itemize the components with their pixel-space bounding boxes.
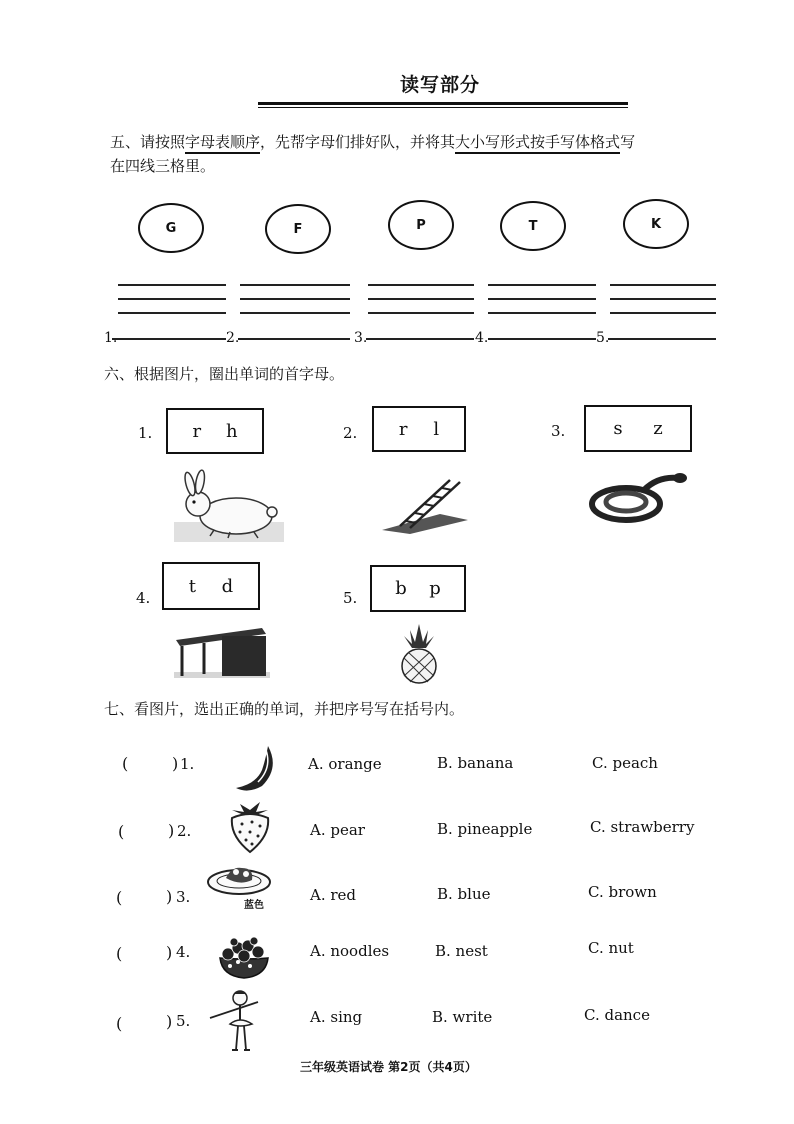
grid-line — [488, 312, 596, 314]
option-c-5[interactable]: C. dance — [584, 1006, 650, 1024]
s5-text-e: 写 — [620, 133, 636, 151]
slot-number-2: 2. — [226, 330, 240, 346]
grid-line — [368, 298, 474, 300]
answer-paren-open-4[interactable]: ( — [116, 944, 123, 963]
grid-line — [610, 298, 716, 300]
row-number-5: 5. — [176, 1012, 191, 1030]
letter-choice-box-3[interactable] — [584, 405, 692, 452]
answer-paren-close-5: ) — [166, 1012, 173, 1031]
choice-letter-b[interactable]: z — [653, 418, 663, 439]
section6-instruction: 六、根据图片，圈出单词的首字母。 — [104, 365, 345, 383]
option-a-1[interactable]: A. orange — [308, 755, 382, 773]
plate-caption: 蓝色 — [244, 900, 264, 911]
answer-paren-close-1: ) — [172, 754, 179, 773]
letter-oval-3: P — [388, 200, 454, 250]
letter-oval-1: G — [138, 203, 204, 253]
letter-oval-4: T — [500, 201, 566, 251]
answer-paren-close-4: ) — [166, 943, 173, 962]
grid-line — [610, 312, 716, 314]
grid-line — [610, 284, 716, 286]
nuts-bowl-icon — [216, 936, 272, 980]
option-b-2[interactable]: B. pineapple — [437, 820, 533, 838]
row-number-1: 1. — [180, 755, 195, 773]
s6-item-number-3: 3. — [551, 422, 566, 440]
option-c-2[interactable]: C. strawberry — [590, 818, 695, 836]
s6-item-number-4: 4. — [136, 589, 151, 607]
letter-choice-box-1[interactable] — [166, 408, 264, 454]
option-b-4[interactable]: B. nest — [435, 942, 488, 960]
slot-number-5: 5. — [596, 330, 610, 346]
option-a-3[interactable]: A. red — [310, 886, 357, 904]
grid-line — [608, 338, 716, 340]
letter-choice-box-4[interactable] — [162, 562, 260, 610]
option-a-5[interactable]: A. sing — [310, 1008, 363, 1026]
row-number-4: 4. — [176, 943, 191, 961]
grid-line — [488, 284, 596, 286]
grid-line — [488, 298, 596, 300]
section7-instruction: 七、看图片，选出正确的单词，并把序号写在括号内。 — [104, 700, 465, 718]
snake-icon — [588, 468, 688, 524]
choice-letter-a[interactable]: t — [188, 575, 197, 597]
grid-line — [118, 284, 226, 286]
choice-letter-b[interactable]: d — [221, 575, 234, 597]
choice-letter-a[interactable]: r — [398, 418, 408, 440]
option-b-3[interactable]: B. blue — [437, 885, 491, 903]
title-rule-thin — [258, 107, 628, 108]
grid-line — [240, 298, 350, 300]
ladder-icon — [380, 476, 470, 534]
s5-text-line2: 在四线三格里。 — [110, 157, 216, 175]
s6-item-number-5: 5. — [343, 589, 358, 607]
answer-paren-open-1[interactable]: ( — [122, 754, 129, 773]
slot-number-1: 1. — [104, 330, 118, 346]
row-number-3: 3. — [176, 888, 191, 906]
grid-line — [366, 338, 474, 340]
option-c-3[interactable]: C. brown — [588, 883, 657, 901]
letter-choice-box-2[interactable] — [372, 406, 466, 452]
plate-icon — [206, 860, 272, 898]
slot-number-3: 3. — [354, 330, 368, 346]
grid-line — [112, 338, 226, 340]
answer-paren-close-2: ) — [168, 821, 175, 840]
strawberry-icon — [226, 798, 274, 854]
rabbit-icon — [174, 474, 284, 544]
answer-paren-open-2[interactable]: ( — [118, 822, 125, 841]
choice-letter-a[interactable]: s — [613, 418, 623, 439]
letter-oval-5: K — [623, 199, 689, 249]
choice-letter-b[interactable]: p — [429, 578, 441, 599]
option-b-5[interactable]: B. write — [432, 1008, 493, 1026]
answer-paren-open-5[interactable]: ( — [116, 1014, 123, 1033]
page-title: 读写部分 — [400, 74, 481, 96]
option-b-1[interactable]: B. banana — [437, 754, 514, 772]
grid-line — [488, 338, 596, 340]
section5-instruction — [110, 130, 730, 178]
option-c-4[interactable]: C. nut — [588, 939, 634, 957]
letter-choice-box-5[interactable] — [370, 565, 466, 612]
answer-paren-open-3[interactable]: ( — [116, 888, 123, 907]
s6-item-number-2: 2. — [343, 424, 358, 442]
grid-line — [238, 338, 350, 340]
shed-icon — [174, 626, 270, 680]
s5-text-underlined-2: 大小写形式按手写体格式 — [455, 133, 620, 154]
s5-text-a: 五、请按照 — [110, 133, 186, 151]
choice-letter-b[interactable]: l — [433, 418, 440, 440]
grid-line — [118, 312, 226, 314]
slot-number-4: 4. — [475, 330, 489, 346]
s5-text-underlined-1: 字母表顺序 — [185, 133, 260, 154]
option-c-1[interactable]: C. peach — [592, 754, 658, 772]
choice-letter-a[interactable]: b — [395, 578, 407, 599]
title-rule — [258, 102, 628, 105]
grid-line — [368, 284, 474, 286]
s5-text-c: ，先帮字母们排好队，并将其 — [260, 133, 456, 151]
row-number-2: 2. — [177, 822, 192, 840]
choice-letter-a[interactable]: r — [192, 420, 202, 442]
option-a-2[interactable]: A. pear — [310, 821, 365, 839]
option-a-4[interactable]: A. noodles — [310, 942, 390, 960]
grid-line — [240, 284, 350, 286]
answer-paren-close-3: ) — [166, 887, 173, 906]
grid-line — [118, 298, 226, 300]
choice-letter-b[interactable]: h — [225, 420, 238, 442]
s6-item-number-1: 1. — [138, 424, 153, 442]
grid-line — [240, 312, 350, 314]
page-footer: 三年级英语试卷 第2页（共4页） — [300, 1060, 477, 1074]
grid-line — [368, 312, 474, 314]
banana-icon — [232, 744, 280, 794]
pineapple-icon — [398, 624, 440, 684]
letter-oval-2: F — [265, 204, 331, 254]
dancer-icon — [206, 988, 262, 1054]
